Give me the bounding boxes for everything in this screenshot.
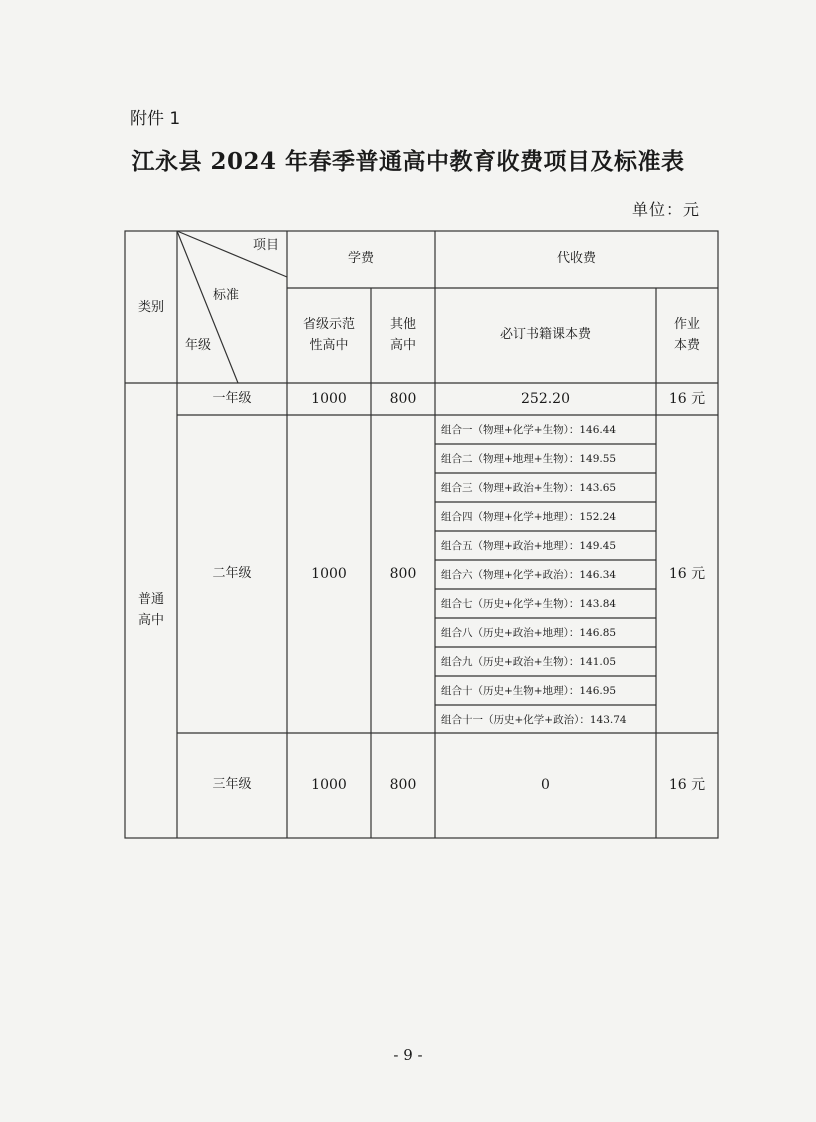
page-number: - 9 - [393,1046,423,1064]
header-other-school: 其他 高中 [389,316,416,353]
combo-row: 组合十一（历史+化学+政治）：143.74 [441,713,627,726]
grade3-provincial-fee: 1000 [311,777,347,794]
header-item: 项目 [252,237,279,253]
grade3-books-fee: 0 [541,777,550,794]
grade2-homework-fee: 16 元 [668,565,706,582]
header-standard: 标准 [212,287,239,303]
header-homework-fee: 作业 本费 [673,316,700,353]
header-category: 类别 [137,299,164,315]
header-grade: 年级 [184,337,211,353]
grade2-label: 二年级 [212,565,252,581]
combo-row: 组合四（物理+化学+地理）：152.24 [441,511,617,523]
combo-row: 组合六（物理+化学+政治）：146.34 [441,569,617,581]
grade1-label: 一年级 [212,390,252,406]
grade2-provincial-fee: 1000 [311,565,347,582]
grade2-other-fee: 800 [389,565,417,582]
attachment-label: 附件 1 [130,109,181,129]
header-provincial-school: 省级示范 性高中 [302,316,355,353]
grade3-other-fee: 800 [389,777,417,794]
grade3-homework-fee: 16 元 [668,777,706,794]
combo-row: 组合二（物理+地理+生物）：149.55 [441,453,617,465]
combo-row: 组合九（历史+政治+生物）：141.05 [441,656,617,668]
category-general-high-school: 普通 高中 [137,591,164,628]
grade1-provincial-fee: 1000 [311,390,347,407]
header-tuition: 学费 [347,251,374,267]
grade1-other-fee: 800 [389,390,417,407]
header-books-fee: 必订书籍课本费 [499,327,591,343]
unit-label: 单位：元 [632,200,701,219]
combo-row: 组合十（历史+生物+地理）：146.95 [441,685,617,697]
combo-row: 组合三（物理+政治+生物）：143.65 [441,482,617,494]
page-title: 江永县 2024 年春季普通高中教育收费项目及标准表 [131,148,685,175]
combo-row: 组合七（历史+化学+生物）：143.84 [441,598,617,610]
grade3-label: 三年级 [212,777,252,793]
header-agency-fee: 代收费 [556,251,596,267]
combo-row: 组合八（历史+政治+地理）：146.85 [441,627,617,639]
combo-row: 组合五（物理+政治+地理）：149.45 [441,540,617,552]
grade1-books-fee: 252.20 [521,390,570,407]
combo-row: 组合一（物理+化学+生物）：146.44 [441,424,617,436]
grade1-homework-fee: 16 元 [668,390,706,407]
